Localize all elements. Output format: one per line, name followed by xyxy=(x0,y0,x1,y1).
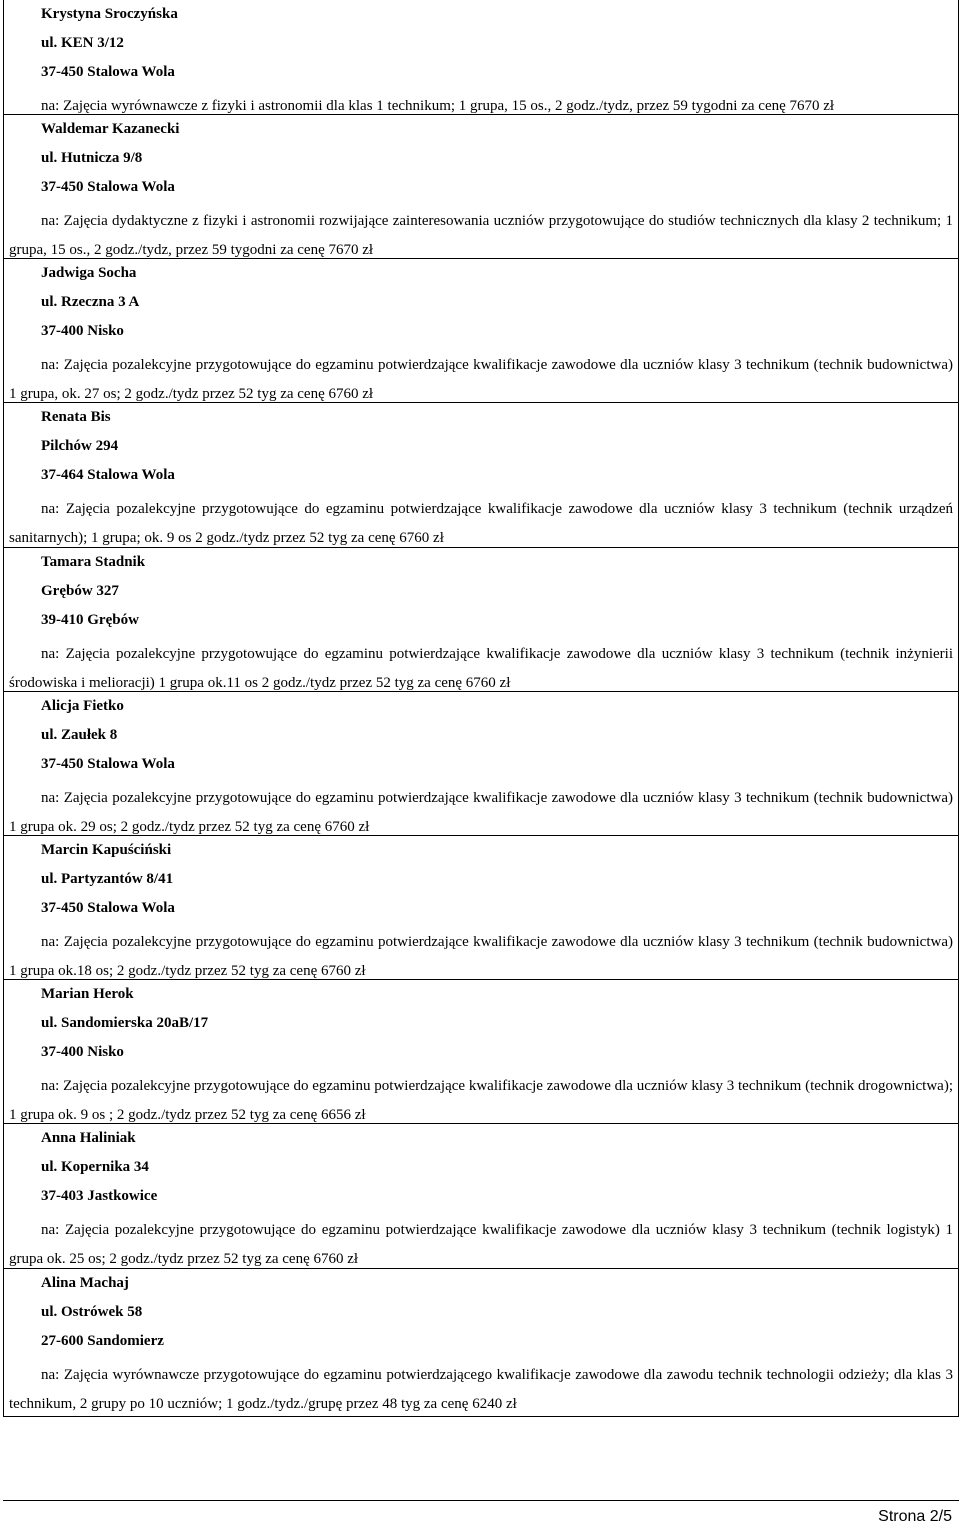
entry-city: 37-450 Stalowa Wola xyxy=(41,64,175,80)
entry-address: ul. Zaułek 8 xyxy=(41,727,118,743)
entry-address: ul. Hutnicza 9/8 xyxy=(41,150,143,166)
entry-alicja-fietko xyxy=(4,692,958,836)
entry-city: 39-410 Grębów xyxy=(41,612,139,628)
entry-description: na: Zajęcia pozalekcyjne przygotowujące do egzaminu potwierdzające kwalifikacje zawodowe dla uczniów klasy 3 technikum (technik inżynierii środowiska i melioracji) 1 grupa ok.11 os 2 godz./tydz przez 52 tyg za cenę 6760 zł xyxy=(9,646,953,691)
entry-description: na: Zajęcia wyrównawcze z fizyki i astronomii dla klas 1 technikum; 1 grupa, 15 os., 2 godz./tydz, przez 59 tygodni za cenę 7670 zł xyxy=(41,98,835,114)
footer-divider xyxy=(3,1500,959,1501)
entry-address: ul. Ostrówek 58 xyxy=(41,1304,143,1320)
entry-description: na: Zajęcia pozalekcyjne przygotowujące do egzaminu potwierdzające kwalifikacje zawodowe dla uczniów klasy 3 technikum (technik urządzeń sanitarnych); 1 grupa; ok. 9 os 2 godz./tydz przez 52 tyg za cenę 6760 zł xyxy=(9,501,953,546)
entry-name: Alicja Fietko xyxy=(41,698,124,714)
entry-city: 27-600 Sandomierz xyxy=(41,1333,164,1349)
entry-description: na: Zajęcia pozalekcyjne przygotowujące do egzaminu potwierdzające kwalifikacje zawodowe dla uczniów klasy 3 technikum (technik budownictwa) 1 grupa, ok. 27 os; 2 godz./tydz przez 52 tyg za cenę 6760 zł xyxy=(9,357,953,402)
entry-address: Grębów 327 xyxy=(41,583,119,599)
entry-city: 37-400 Nisko xyxy=(41,323,124,339)
entry-city: 37-464 Stalowa Wola xyxy=(41,467,175,483)
entry-name: Anna Haliniak xyxy=(41,1130,136,1146)
entry-address: ul. Kopernika 34 xyxy=(41,1159,149,1175)
entry-name: Renata Bis xyxy=(41,409,111,425)
entry-address: ul. Rzeczna 3 A xyxy=(41,294,140,310)
entry-name: Marian Herok xyxy=(41,986,134,1002)
entry-jadwiga-socha xyxy=(4,259,958,403)
entry-address: ul. Partyzantów 8/41 xyxy=(41,871,174,887)
entry-marian-herok xyxy=(4,980,958,1124)
entry-anna-haliniak xyxy=(4,1124,958,1269)
entries-table xyxy=(3,0,959,1417)
entry-city: 37-403 Jastkowice xyxy=(41,1188,158,1204)
entry-waldemar-kazanecki xyxy=(4,115,958,259)
entry-name: Tamara Stadnik xyxy=(41,554,146,570)
entry-renata-bis xyxy=(4,403,958,548)
entry-alina-machaj xyxy=(4,1269,958,1417)
entry-city: 37-450 Stalowa Wola xyxy=(41,900,175,916)
entry-name: Jadwiga Socha xyxy=(41,265,137,281)
entry-krystyna-sroczynska xyxy=(4,0,958,115)
entry-description: na: Zajęcia wyrównawcze przygotowujące do egzaminu potwierdzającego kwalifikacje zawodowe dla zawodu technik technologii odzieży; dla klas 3 technikum, 2 grupy po 10 uczniów; 1 godz./tydz./grupę przez 48 tyg za cenę 6240 zł xyxy=(9,1367,953,1412)
entry-city: 37-400 Nisko xyxy=(41,1044,124,1060)
entry-marcin-kapuscinski xyxy=(4,836,958,980)
entry-tamara-stadnik xyxy=(4,548,958,692)
entry-description: na: Zajęcia pozalekcyjne przygotowujące do egzaminu potwierdzające kwalifikacje zawodowe dla uczniów klasy 3 technikum (technik budownictwa) 1 grupa ok. 29 os; 2 godz./tydz przez 52 tyg za cenę 6760 zł xyxy=(9,790,953,835)
entry-description: na: Zajęcia pozalekcyjne przygotowujące do egzaminu potwierdzające kwalifikacje zawodowe dla uczniów klasy 3 technikum (technik drogownictwa); 1 grupa ok. 9 os ; 2 godz./tydz przez 52 tyg za cenę 6656 zł xyxy=(9,1078,953,1123)
entry-name: Waldemar Kazanecki xyxy=(41,121,180,137)
entry-name: Alina Machaj xyxy=(41,1275,129,1291)
entry-address: Pilchów 294 xyxy=(41,438,119,454)
entry-address: ul. Sandomierska 20aB/17 xyxy=(41,1015,209,1031)
entry-description: na: Zajęcia pozalekcyjne przygotowujące do egzaminu potwierdzające kwalifikacje zawodowe dla uczniów klasy 3 technikum (technik logistyk) 1 grupa ok. 25 os; 2 godz./tydz przez 52 tyg za cenę 6760 zł xyxy=(9,1222,953,1267)
entry-city: 37-450 Stalowa Wola xyxy=(41,179,175,195)
entry-name: Marcin Kapuściński xyxy=(41,842,172,858)
entry-name: Krystyna Sroczyńska xyxy=(41,6,178,22)
entry-city: 37-450 Stalowa Wola xyxy=(41,756,175,772)
entry-description: na: Zajęcia dydaktyczne z fizyki i astronomii rozwijające zainteresowania uczniów przygotowujące do studiów technicznych dla klasy 2 technikum; 1 grupa, 15 os., 2 godz./tydz, przez 59 tygodni za cenę 7670 zł xyxy=(9,213,953,258)
entry-address: ul. KEN 3/12 xyxy=(41,35,124,51)
entry-description: na: Zajęcia pozalekcyjne przygotowujące do egzaminu potwierdzające kwalifikacje zawodowe dla uczniów klasy 3 technikum (technik budownictwa) 1 grupa ok.18 os; 2 godz./tydz przez 52 tyg za cenę 6760 zł xyxy=(9,934,953,979)
page-number: Strona 2/5 xyxy=(878,1508,952,1525)
